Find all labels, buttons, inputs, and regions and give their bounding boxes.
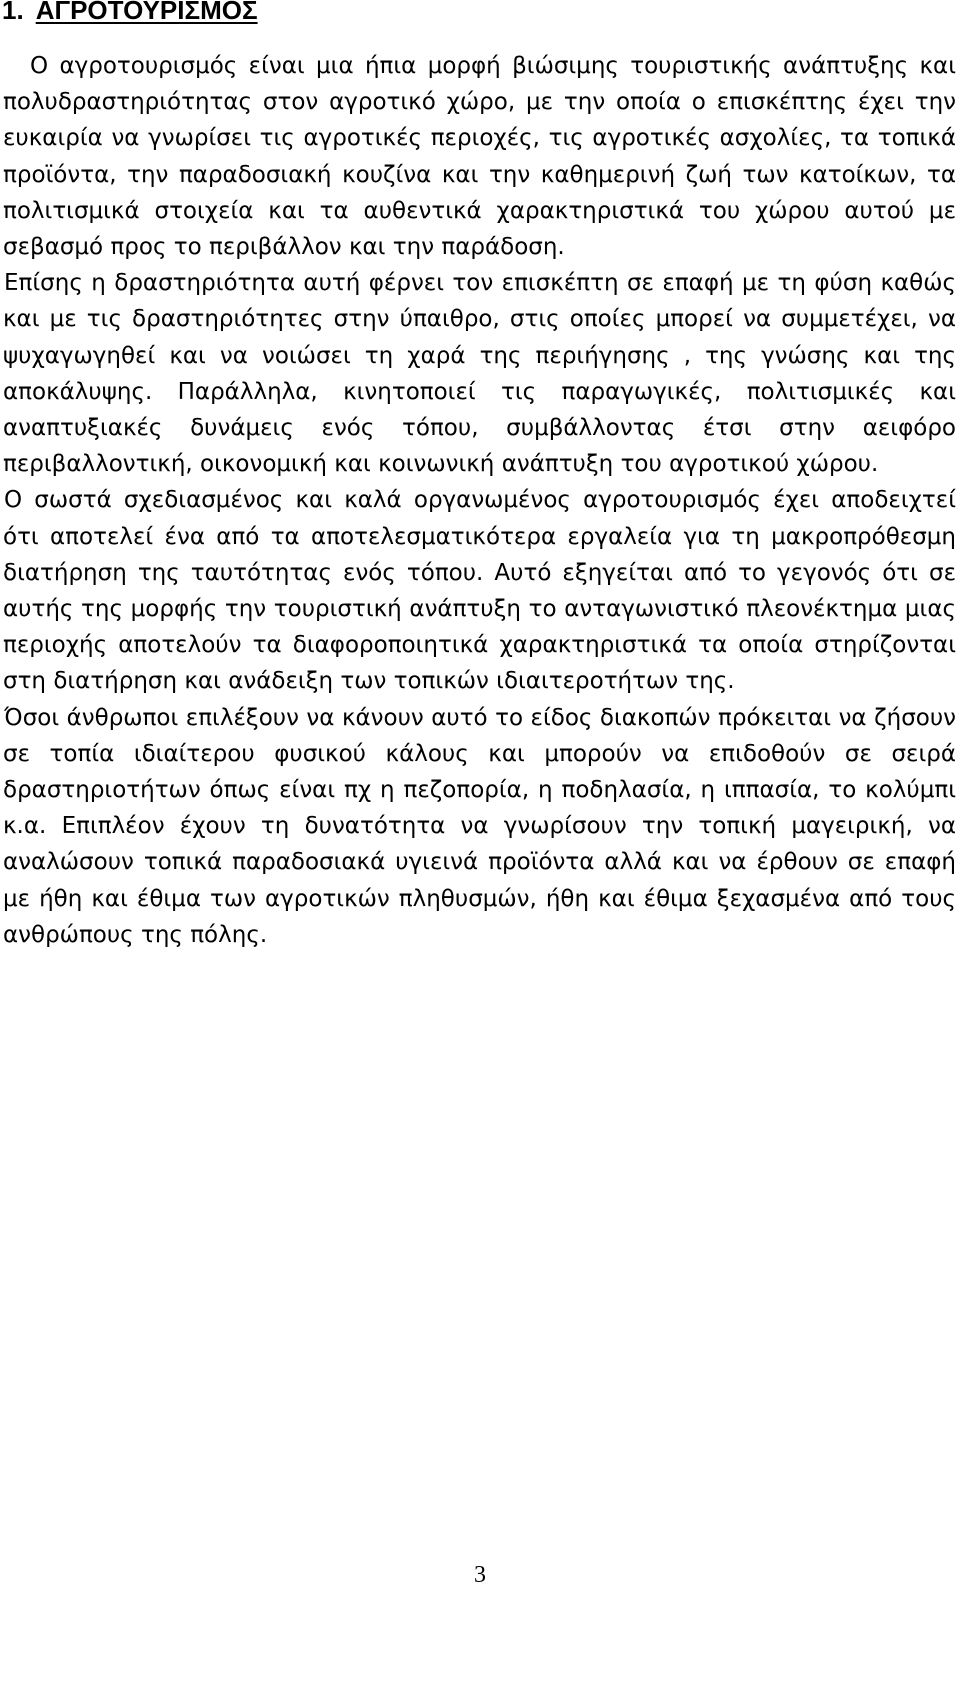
section-heading [2,0,258,26]
body-text [3,48,956,953]
section-title: ΑΓΡΟΤΟΥΡΙΣΜΟΣ [35,0,258,25]
paragraph-1: Ο αγροτουρισμός είναι μια ήπια μορφή βιώσιμης τουριστικής ανάπτυξης και πολυδραστηριότητας στον αγροτικό χώρο, με την οποία ο επισκέπτης έχει την ευκαιρία να γνωρίσει τις αγροτικές περιοχές, τις αγροτικές ασχολίες, τα τοπικά προϊόντα, την παραδοσιακή κουζίνα και την καθημερινή ζωή των κατοίκων, τα πολιτισμικά στοιχεία και τα αυθεντικά χαρακτηριστικά του χώρου αυτού με σεβασμό προς το περιβάλλον και την παράδοση. [3,53,956,261]
paragraph-3: Ο σωστά σχεδιασμένος και καλά οργανωμένος αγροτουρισμός έχει αποδειχτεί ότι αποτελεί ένα από τα αποτελεσματικότερα εργαλεία για τη μακροπρόθεσμη διατήρηση της ταυτότητας ενός τόπου. Αυτό εξηγείται από το γεγονός ότι σε αυτής της μορφής την τουριστική ανάπτυξη το ανταγωνιστικό πλεονέκτημα μιας περιοχής αποτελούν τα διαφοροποιητικά χαρακτηριστικά τα οποία στηρίζονται στη διατήρηση και ανάδειξη των τοπικών ιδιαιτεροτήτων της. [3,487,956,695]
section-number: 1. [2,0,24,25]
paragraph-4: Όσοι άνθρωποι επιλέξουν να κάνουν αυτό το είδος διακοπών πρόκειται να ζήσουν σε τοπία ιδιαίτερου φυσικού κάλους και μπορούν να επιδοθούν σε σειρά δραστηριοτήτων όπως είναι πχ η πεζοπορία, η ποδηλασία, η ιππασία, το κολύμπι κ.α. Επιπλέον έχουν τη δυνατότητα να γνωρίσουν την τοπική μαγειρική, να αναλώσουν τοπικά παραδοσιακά υγιεινά προϊόντα αλλά και να έρθουν σε επαφή με ήθη και έθιμα των αγροτικών πληθυσμών, ήθη και έθιμα ξεχασμένα από τους ανθρώπους της πόλης. [3,704,956,948]
paragraph-2: Επίσης η δραστηριότητα αυτή φέρνει τον επισκέπτη σε επαφή με τη φύση καθώς και με τις δραστηριότητες στην ύπαιθρο, στις οποίες μπορεί να συμμετέχει, να ψυχαγωγηθεί και να νοιώσει τη χαρά της περιήγησης , της γνώσης και της αποκάλυψης. Παράλληλα, κινητοποιεί τις παραγωγικές, πολιτισμικές και αναπτυξιακές δυνάμεις ενός τόπου, συμβάλλοντας έτσι στην αειφόρο περιβαλλοντική, οικονομική και κοινωνική ανάπτυξη του αγροτικού χώρου. [3,270,956,478]
page-number: 3 [474,1562,486,1588]
